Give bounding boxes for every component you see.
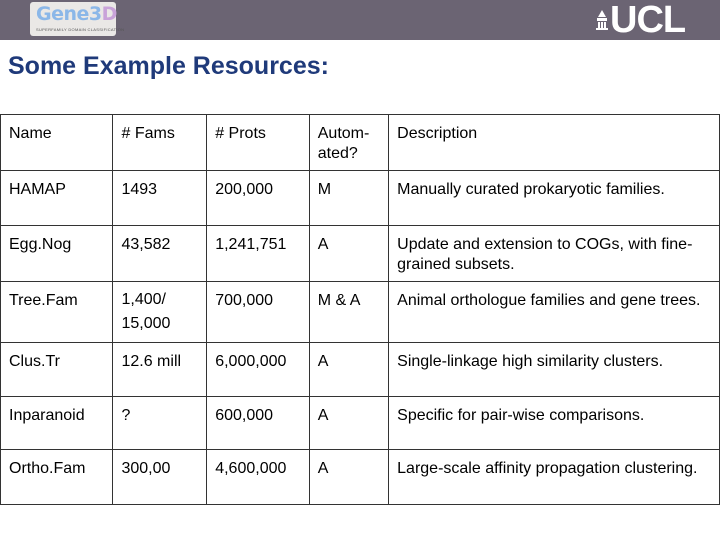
cell-description: Update and extension to COGs, with fine-grained subsets. xyxy=(389,226,720,282)
cell-description: Animal orthologue families and gene trees. xyxy=(389,282,720,343)
cell-automated: A xyxy=(309,397,388,450)
gene3d-logo-text: Gene3D xyxy=(36,3,117,25)
cell-automated: M xyxy=(309,171,388,226)
cell-name: Egg.Nog xyxy=(1,226,113,282)
cell-prots: 200,000 xyxy=(207,171,310,226)
table-row xyxy=(1,226,720,282)
resources-table xyxy=(0,114,720,505)
table-row xyxy=(1,282,720,343)
cell-name: Clus.Tr xyxy=(1,343,113,397)
column-header-prots: # Prots xyxy=(207,115,310,171)
cell-prots: 4,600,000 xyxy=(207,450,310,505)
cell-prots: 600,000 xyxy=(207,397,310,450)
cell-prots: 6,000,000 xyxy=(207,343,310,397)
cell-description: Manually curated prokaryotic families. xyxy=(389,171,720,226)
column-header-name: Name xyxy=(1,115,113,171)
column-header-fams: # Fams xyxy=(113,115,207,171)
cell-name: Tree.Fam xyxy=(1,282,113,343)
table-row xyxy=(1,397,720,450)
ucl-crest-icon xyxy=(595,10,609,30)
gene3d-logo-tagline: SUPERFAMILY DOMAIN CLASSIFICATION xyxy=(36,27,125,32)
column-header-automated: Autom- ated? xyxy=(309,115,388,171)
table-row xyxy=(1,171,720,226)
table-header-row xyxy=(1,115,720,171)
cell-fams: 43,582 xyxy=(113,226,207,282)
cell-prots: 1,241,751 xyxy=(207,226,310,282)
cell-automated: A xyxy=(309,343,388,397)
cell-fams: 1493 xyxy=(113,171,207,226)
ucl-logo: UCL xyxy=(610,0,686,41)
table-row xyxy=(1,343,720,397)
cell-automated: A xyxy=(309,226,388,282)
cell-automated: A xyxy=(309,450,388,505)
cell-fams: ? xyxy=(113,397,207,450)
cell-description: Single-linkage high similarity clusters. xyxy=(389,343,720,397)
cell-name: Inparanoid xyxy=(1,397,113,450)
gene3d-logo xyxy=(30,2,125,36)
cell-name: Ortho.Fam xyxy=(1,450,113,505)
cell-description: Large-scale affinity propagation clustering. xyxy=(389,450,720,505)
cell-prots: 700,000 xyxy=(207,282,310,343)
header-bar xyxy=(0,0,720,40)
cell-description: Specific for pair-wise comparisons. xyxy=(389,397,720,450)
cell-fams: 300,00 xyxy=(113,450,207,505)
column-header-description: Description xyxy=(389,115,720,171)
cell-automated: M & A xyxy=(309,282,388,343)
page-title: Some Example Resources: xyxy=(8,52,329,80)
cell-fams: 1,400/ 15,000 xyxy=(113,282,207,343)
table-row xyxy=(1,450,720,505)
cell-name: HAMAP xyxy=(1,171,113,226)
cell-fams: 12.6 mill xyxy=(113,343,207,397)
